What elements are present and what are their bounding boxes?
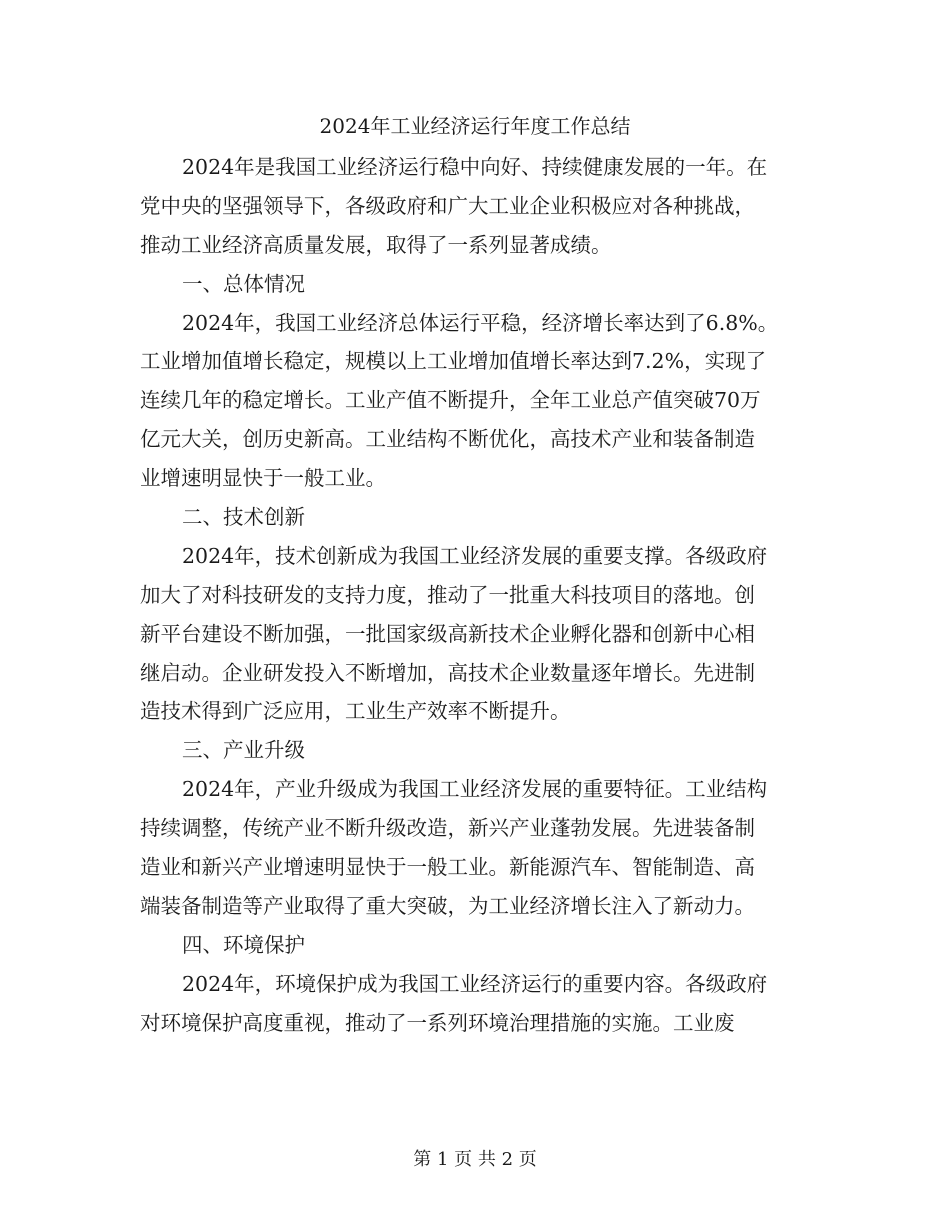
paragraph-first-line: 一、总体情况	[182, 271, 305, 296]
paragraph-line: 端装备制造等产业取得了重大突破，为工业经济增长注入了新动力。	[140, 893, 755, 918]
paragraph-line: 亿元大关，创历史新高。工业结构不断优化，高技术产业和装备制造	[140, 427, 755, 452]
paragraph-first-line: 2024年，环境保护成为我国工业经济运行的重要内容。各级政府	[182, 971, 768, 996]
document-title: 2024年工业经济运行年度工作总结	[319, 114, 631, 138]
paragraph-line: 对环境保护高度重视，推动了一系列环境治理措施的实施。工业废	[140, 1010, 735, 1035]
paragraph-line: 连续几年的稳定增长。工业产值不断提升，全年工业总产值突破70万	[140, 388, 761, 413]
paragraph-line: 加大了对科技研发的支持力度，推动了一批重大科技项目的落地。创	[140, 582, 755, 607]
paragraph-first-line: 三、产业升级	[182, 738, 305, 763]
paragraph-first-line: 2024年，产业升级成为我国工业经济发展的重要特征。工业结构	[182, 777, 768, 802]
paragraph-line: 党中央的坚强领导下，各级政府和广大工业企业积极应对各种挑战，	[140, 193, 755, 218]
document-body	[140, 148, 812, 1042]
paragraph-line: 工业增加值增长稳定，规模以上工业增加值增长率达到7.2%，实现了	[140, 349, 767, 374]
paragraph-line: 推动工业经济高质量发展，取得了一系列显著成绩。	[140, 232, 612, 257]
paragraph-first-line: 2024年，技术创新成为我国工业经济发展的重要支撑。各级政府	[182, 543, 768, 568]
paragraph-line: 持续调整，传统产业不断升级改造，新兴产业蓬勃发展。先进装备制	[140, 816, 755, 841]
paragraph-line: 新平台建设不断加强，一批国家级高新技术企业孵化器和创新中心相	[140, 621, 755, 646]
paragraph-first-line: 四、环境保护	[182, 932, 305, 957]
paragraph-first-line: 2024年，我国工业经济总体运行平稳，经济增长率达到了6.8%。	[182, 310, 779, 335]
page-footer: 第 1 页 共 2 页	[413, 1149, 537, 1170]
paragraph-line: 造业和新兴产业增速明显快于一般工业。新能源汽车、智能制造、高	[140, 855, 755, 880]
paragraph-first-line: 二、技术创新	[182, 505, 305, 530]
paragraph-line: 造技术得到广泛应用，工业生产效率不断提升。	[140, 699, 571, 724]
paragraph-line: 业增速明显快于一般工业。	[140, 466, 386, 491]
paragraph-line: 继启动。企业研发投入不断增加，高技术企业数量逐年增长。先进制	[140, 660, 755, 685]
paragraph-first-line: 2024年是我国工业经济运行稳中向好、持续健康发展的一年。在	[182, 155, 768, 179]
